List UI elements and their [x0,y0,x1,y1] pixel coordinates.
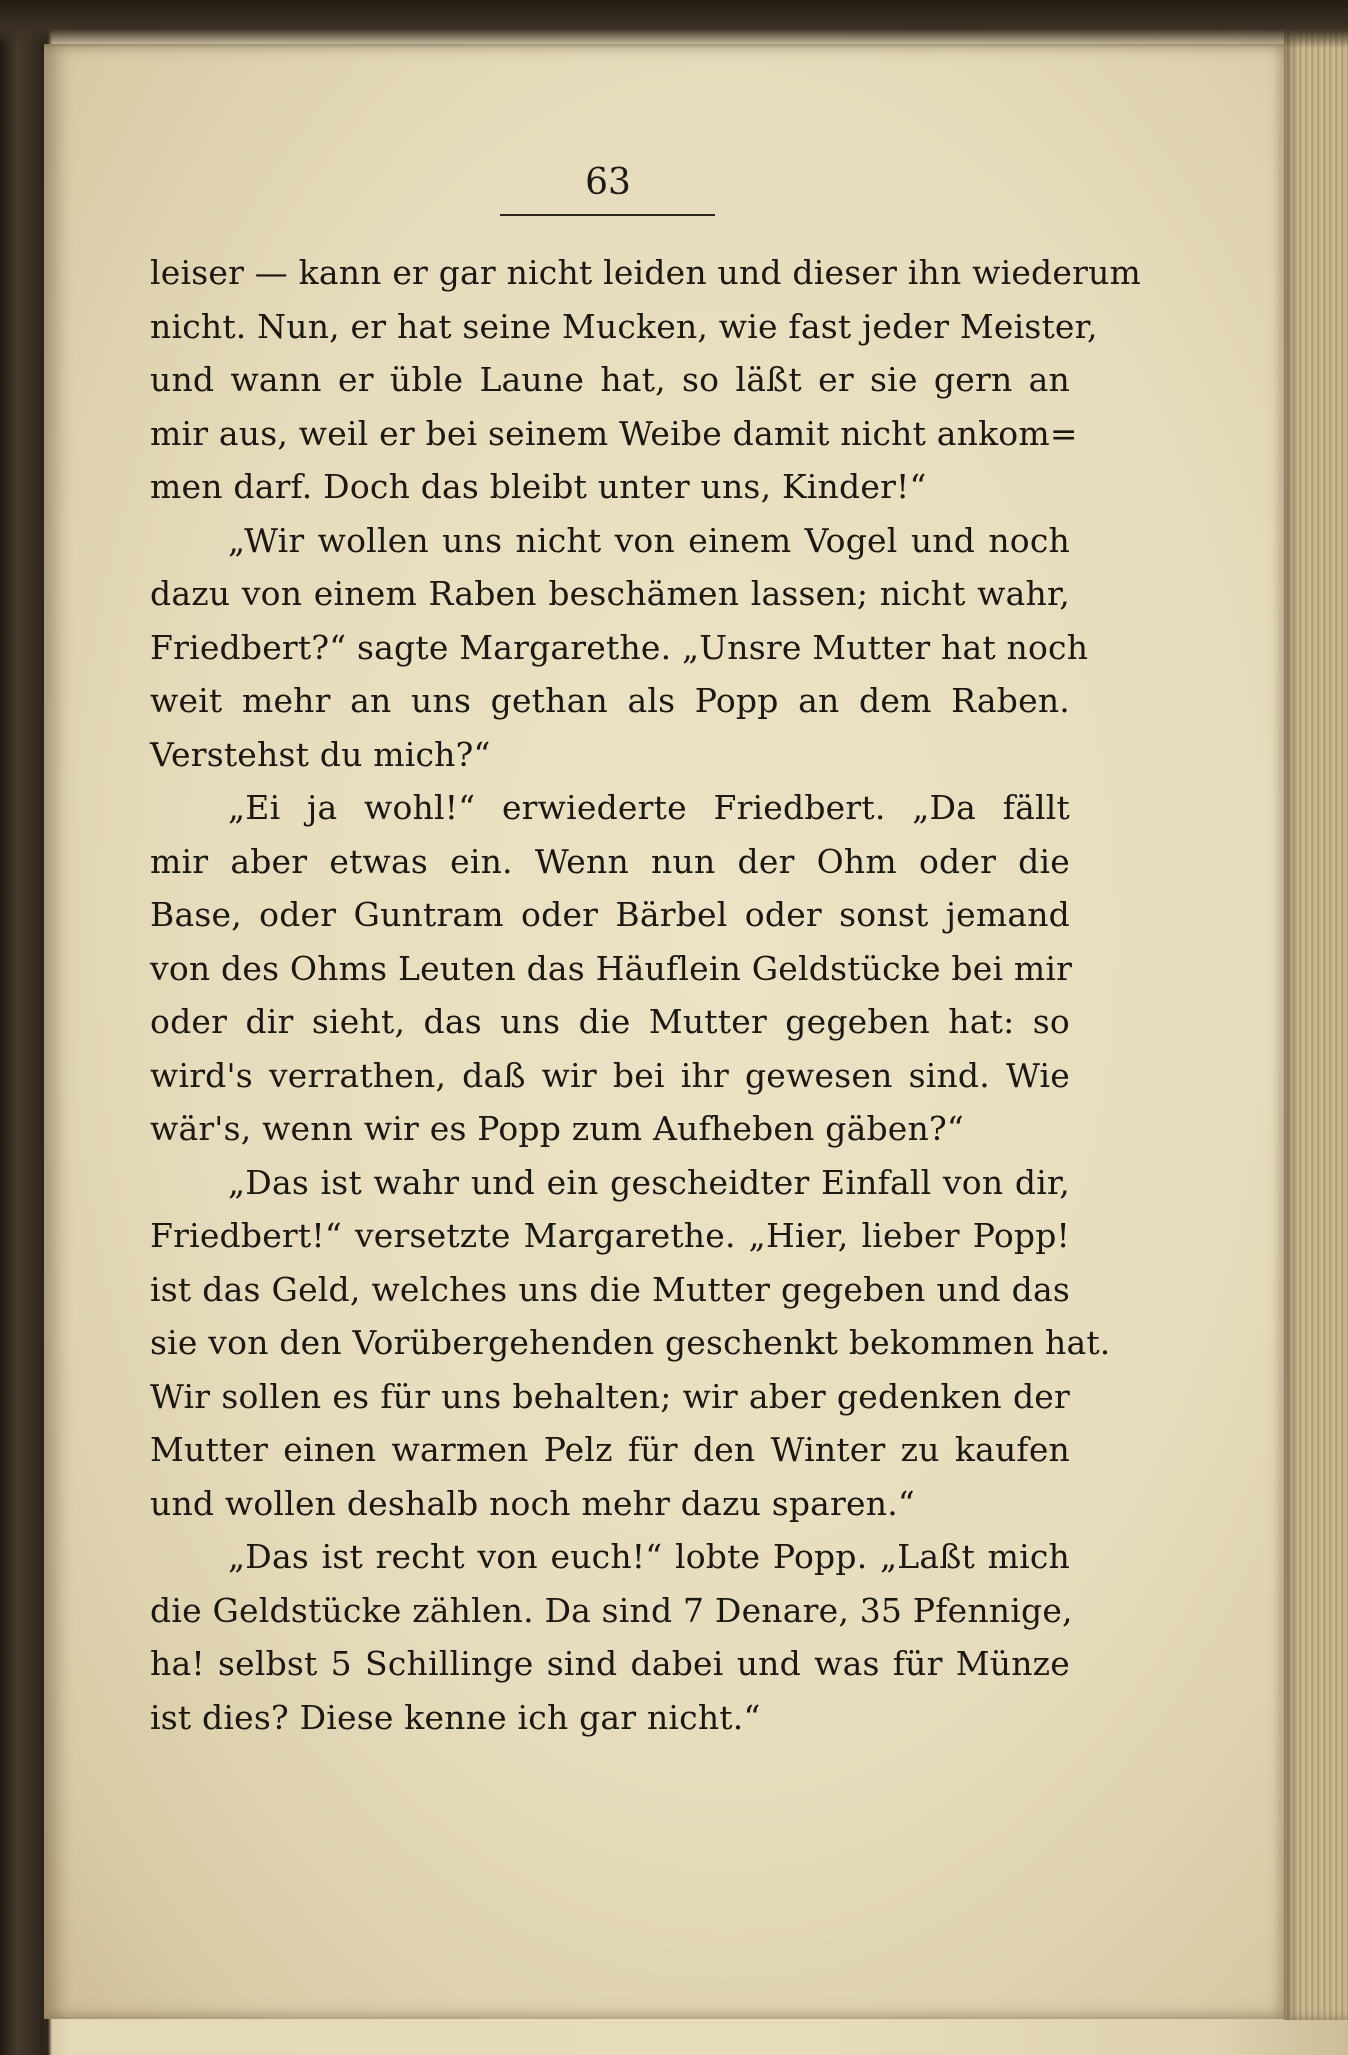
text-line: ha! selbst 5 Schillinge sind dabei und was für Münze [150,1644,1070,1683]
text-line: sie von den Vorübergehenden geschenkt bekommen hat. [150,1323,1111,1362]
text-line: „Das ist wahr und ein gescheidter Einfall von dir, [228,1162,1070,1202]
text-line: Friedbert!“ versetzte Margarethe. „Hier, lieber Popp! [150,1216,1070,1255]
page-number: 63 [585,162,631,203]
text-line: Wir sollen es für uns behalten; wir aber gedenken der [150,1376,1070,1416]
text-line: von des Ohms Leuten das Häuflein Geldstücke bei mir [150,948,1073,988]
text-line: „Das ist recht von euch!“ lobte Popp. „Laßt mich [228,1537,1070,1576]
text-line: nicht. Nun, er hat seine Mucken, wie fast jeder Meister, [150,306,1098,346]
text-line: ist das Geld, welches uns die Mutter gegeben und das [150,1269,1070,1309]
text-line: wird's verrathen, daß wir bei ihr gewesen sind. Wie [150,1055,1070,1095]
text-line: und wollen deshalb noch mehr dazu sparen.“ [150,1483,915,1523]
text-line: wär's, wenn wir es Popp zum Aufheben gäben?“ [150,1109,964,1148]
text-line: mir aber etwas ein. Wenn nun der Ohm oder die [150,841,1070,881]
text-line: und wann er üble Laune hat, so läßt er sie gern an [150,360,1070,399]
text-line: mir aus, weil er bei seinem Weibe damit nicht ankom= [150,413,1078,453]
page-number-rule [500,214,715,216]
text-line: oder dir sieht, das uns die Mutter gegeben hat: so [150,1002,1070,1041]
text-line: ist dies? Diese kenne ich gar nicht.“ [150,1697,761,1737]
text-line: dazu von einem Raben beschämen lassen; nicht wahr, [150,574,1070,613]
text-line: Base, oder Guntram oder Bärbel oder sonst jemand [150,895,1070,934]
book-spine-edge [0,0,44,2055]
text-line: Mutter einen warmen Pelz für den Winter zu kaufen [150,1430,1070,1469]
text-line: Friedbert?“ sagte Margarethe. „Unsre Mutter hat noch [150,627,1089,667]
page-fore-edge [1284,30,1348,2020]
text-line: leiser — kann er gar nicht leiden und dieser ihn wiederum [150,253,1142,292]
text-line: weit mehr an uns gethan als Popp an dem Raben. [150,681,1070,720]
text-line: „Wir wollen uns nicht von einem Vogel und noch [228,520,1070,560]
text-line: Verstehst du mich?“ [150,734,491,774]
text-line: men darf. Doch das bleibt unter uns, Kinder!“ [150,467,927,506]
text-line: die Geldstücke zählen. Da sind 7 Denare, 35 Pfennige, [150,1590,1073,1630]
text-line: „Ei ja wohl!“ erwiederte Friedbert. „Da fällt [228,788,1070,827]
body-text [150,246,1142,1744]
top-shadow [0,0,1348,48]
